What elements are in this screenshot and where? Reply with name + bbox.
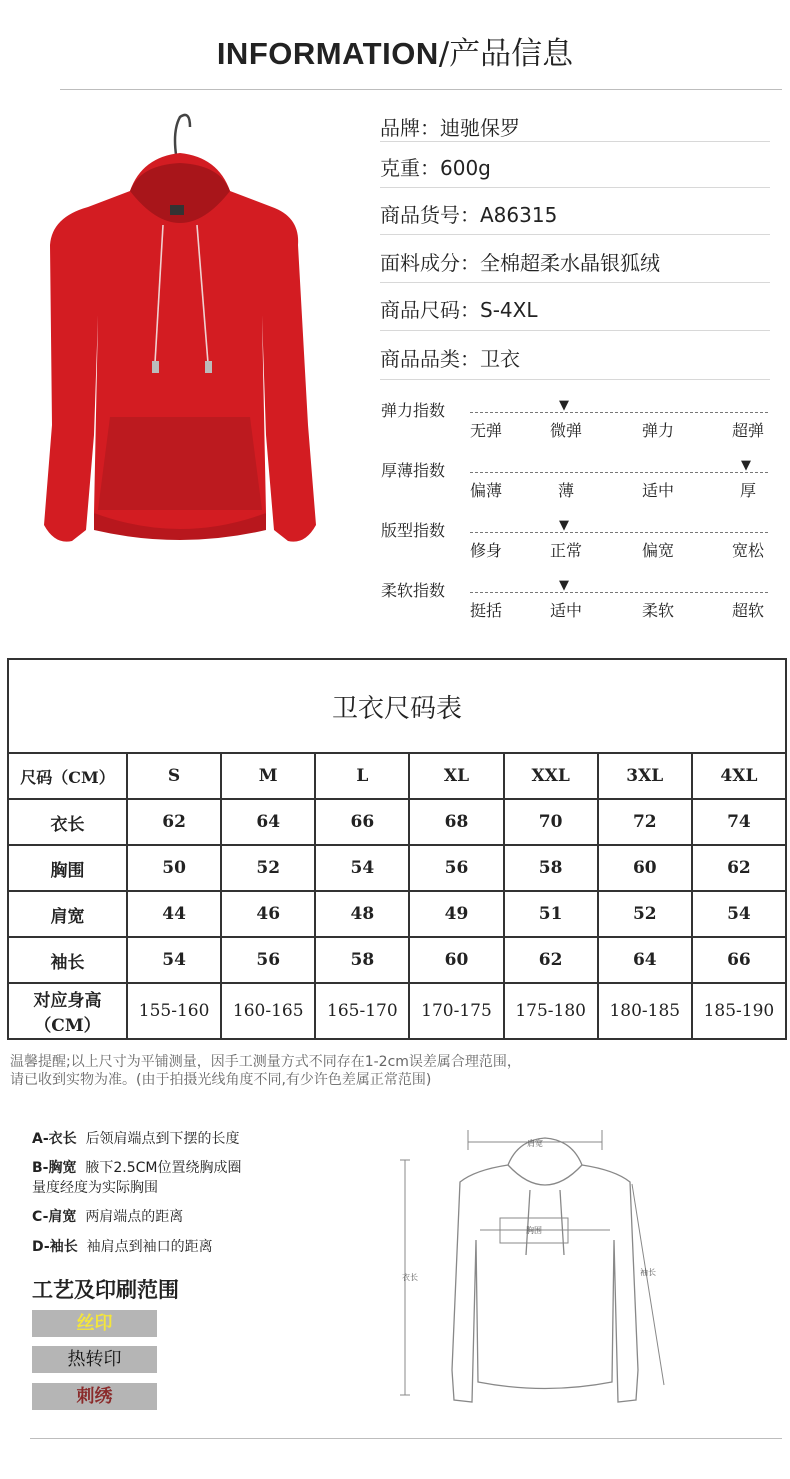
size-row-label: 衣长 <box>8 799 127 845</box>
spec-weight: 克重：600g <box>380 156 491 180</box>
size-cell: 54 <box>692 891 786 937</box>
index-option: 修身 <box>469 541 502 560</box>
height-cell: 165-170 <box>315 983 409 1039</box>
size-cell: 74 <box>692 799 786 845</box>
size-cell: 64 <box>598 937 692 983</box>
index-option: 宽松 <box>731 541 764 560</box>
size-cell: 46 <box>221 891 315 937</box>
spec-category: 商品品类：卫衣 <box>380 347 520 371</box>
craft-embroidery: 刺绣 <box>32 1383 157 1410</box>
definition-sleeve: D-袖长 袖肩点到袖口的距离 <box>32 1239 213 1255</box>
height-cell: 160-165 <box>221 983 315 1039</box>
definition-length: A-衣长 后领肩端点到下摆的长度 <box>32 1131 240 1147</box>
size-row <box>8 845 786 891</box>
craft-silkscreen: 丝印 <box>32 1310 157 1337</box>
definition-shoulder: C-肩宽 两肩端点的距离 <box>32 1209 184 1225</box>
index-option: 挺括 <box>469 601 502 620</box>
index-option: 微弹 <box>549 421 582 440</box>
height-cell: 180-185 <box>598 983 692 1039</box>
size-row <box>8 799 786 845</box>
index-label: 版型指数 <box>381 521 446 540</box>
size-cell: 60 <box>598 845 692 891</box>
size-cell: 44 <box>127 891 221 937</box>
index-scale-line <box>470 472 768 473</box>
index-selected-marker-icon: ▼ <box>559 578 569 593</box>
size-cell: 62 <box>127 799 221 845</box>
size-cell: 58 <box>315 937 409 983</box>
craft-title: 工艺及印刷范围 <box>32 1278 179 1302</box>
height-cell: 175-180 <box>504 983 598 1039</box>
height-row-label: 对应身高 （CM） <box>8 983 127 1039</box>
index-scale-line <box>470 412 768 413</box>
index-option: 适中 <box>549 601 582 620</box>
index-label: 弹力指数 <box>381 401 446 420</box>
index-option: 正常 <box>549 541 582 560</box>
height-row <box>8 983 786 1039</box>
size-row-label: 袖长 <box>8 937 127 983</box>
size-cell: 70 <box>504 799 598 845</box>
index-selected-marker-icon: ▼ <box>559 518 569 533</box>
index-option: 薄 <box>557 481 574 500</box>
bottom-divider <box>30 1438 782 1439</box>
size-cell: 56 <box>409 845 503 891</box>
measurement-note: 温馨提醒;以上尺寸为平铺测量，因手工测量方式不同存在1-2cm误差属合理范围， 请已收到实物为准。(由于拍摄光线角度不同,有少许色差属正常范围) <box>10 1054 521 1088</box>
title-divider <box>60 89 782 90</box>
craft-heat-transfer: 热转印 <box>32 1346 157 1373</box>
height-cell: 185-190 <box>692 983 786 1039</box>
index-option: 厚 <box>739 481 756 500</box>
height-cell: 170-175 <box>409 983 503 1039</box>
index-option: 超弹 <box>731 421 764 440</box>
spec-divider <box>380 282 770 283</box>
product-hoodie-image <box>30 105 330 550</box>
index-scale-line <box>470 592 768 593</box>
index-option: 弹力 <box>641 421 674 440</box>
size-cell: 52 <box>598 891 692 937</box>
title-en: INFORMATION <box>216 36 439 71</box>
size-header-cell: L <box>315 753 409 799</box>
spec-brand: 品牌：迪驰保罗 <box>380 116 520 140</box>
spec-fabric: 面料成分：全棉超柔水晶银狐绒 <box>380 251 660 275</box>
size-cell: 62 <box>504 937 598 983</box>
measurement-diagram <box>400 1120 700 1420</box>
size-cell: 51 <box>504 891 598 937</box>
size-chart-table <box>7 658 787 1040</box>
index-label: 厚薄指数 <box>381 461 446 480</box>
index-option: 柔软 <box>641 601 674 620</box>
spec-size-range: 商品尺码：S-4XL <box>380 298 538 322</box>
size-chart-caption: 卫衣尺码表 <box>8 659 786 753</box>
size-header-cell: M <box>221 753 315 799</box>
spec-divider <box>380 141 770 142</box>
size-cell: 52 <box>221 845 315 891</box>
index-label: 柔软指数 <box>381 581 446 600</box>
size-header-cell: S <box>127 753 221 799</box>
spec-divider <box>380 379 770 380</box>
size-cell: 62 <box>692 845 786 891</box>
size-row <box>8 891 786 937</box>
index-option: 超软 <box>731 601 764 620</box>
diagram-length-label: 衣长 <box>402 1273 418 1282</box>
size-cell: 64 <box>221 799 315 845</box>
size-cell: 60 <box>409 937 503 983</box>
size-header-cell: 3XL <box>598 753 692 799</box>
diagram-chest-label: 胸围 <box>526 1226 542 1235</box>
page-title <box>0 28 790 73</box>
size-cell: 50 <box>127 845 221 891</box>
index-option: 偏宽 <box>641 541 674 560</box>
spec-divider <box>380 187 770 188</box>
index-scale-line <box>470 532 768 533</box>
diagram-sleeve-label: 袖长 <box>640 1268 656 1277</box>
size-cell: 48 <box>315 891 409 937</box>
index-option: 适中 <box>641 481 674 500</box>
size-row <box>8 937 786 983</box>
size-cell: 54 <box>315 845 409 891</box>
height-cell: 155-160 <box>127 983 221 1039</box>
index-selected-marker-icon: ▼ <box>741 458 751 473</box>
size-cell: 58 <box>504 845 598 891</box>
size-cell: 66 <box>692 937 786 983</box>
size-cell: 72 <box>598 799 692 845</box>
size-cell: 54 <box>127 937 221 983</box>
diagram-shoulder-label: 肩宽 <box>527 1139 543 1148</box>
size-header-cell: XL <box>409 753 503 799</box>
size-row-label: 胸围 <box>8 845 127 891</box>
definition-chest: B-胸宽 腋下2.5CM位置绕胸成圈 量度经度为实际胸围 <box>32 1160 242 1196</box>
size-header-cell: 4XL <box>692 753 786 799</box>
size-cell: 56 <box>221 937 315 983</box>
size-header-row <box>8 753 786 799</box>
spec-item-number: 商品货号：A86315 <box>380 203 558 227</box>
size-cell: 66 <box>315 799 409 845</box>
size-header-label: 尺码（CM） <box>8 753 127 799</box>
spec-divider <box>380 234 770 235</box>
size-header-cell: XXL <box>504 753 598 799</box>
index-selected-marker-icon: ▼ <box>559 398 569 413</box>
title-cn: /产品信息 <box>438 36 574 72</box>
size-cell: 68 <box>409 799 503 845</box>
size-cell: 49 <box>409 891 503 937</box>
spec-divider <box>380 330 770 331</box>
size-row-label: 肩宽 <box>8 891 127 937</box>
index-option: 偏薄 <box>469 481 502 500</box>
index-option: 无弹 <box>469 421 502 440</box>
